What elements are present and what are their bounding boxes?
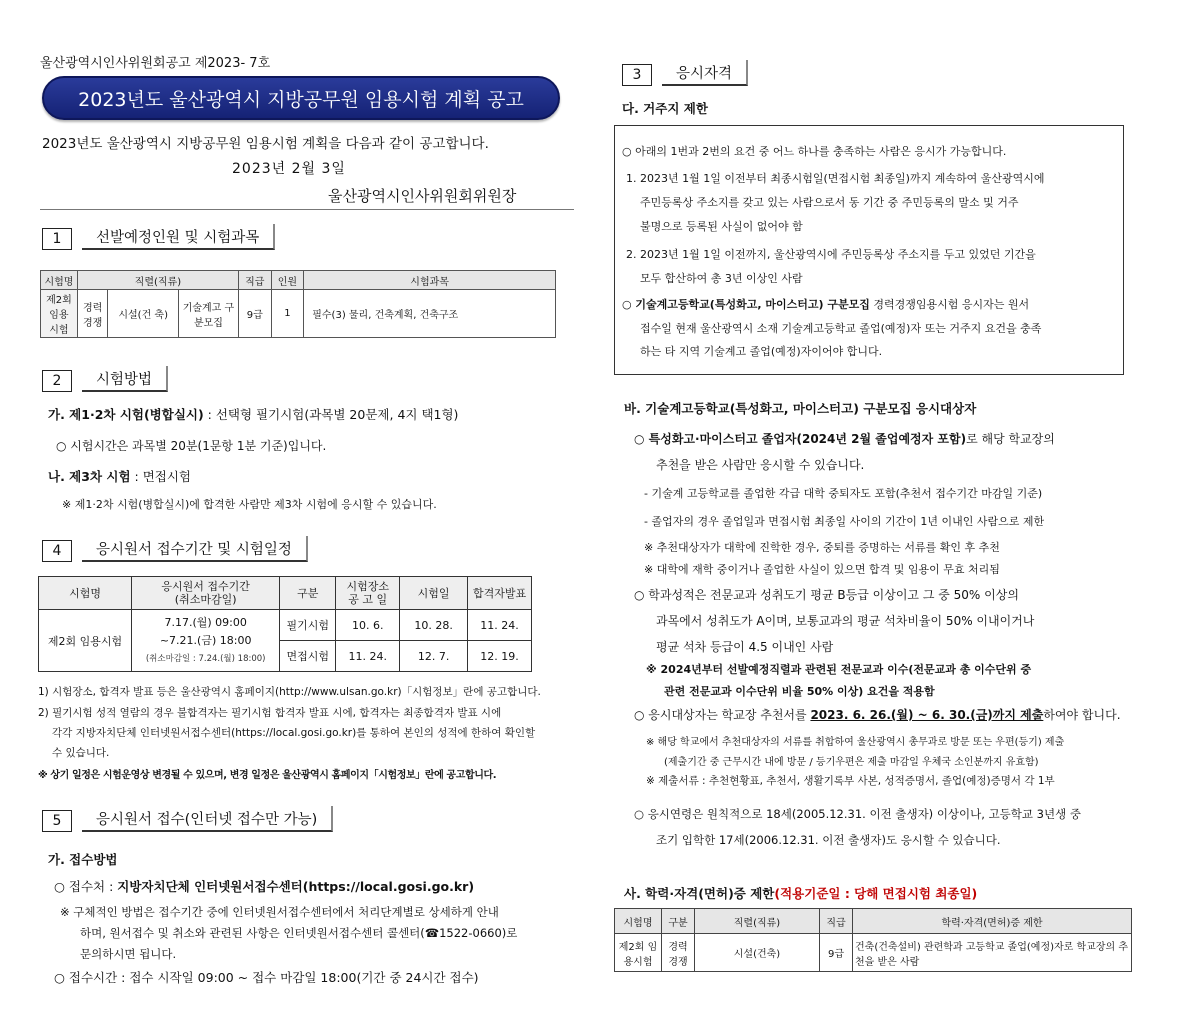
tech-line xyxy=(634,706,1121,723)
exam-method-na xyxy=(48,467,191,485)
residence-line: 불명으로 등록된 사실이 없어야 함 xyxy=(640,220,803,233)
table-header: 시험일 xyxy=(400,577,468,610)
table-header: 직렬(직류) xyxy=(695,909,820,934)
tech-line xyxy=(634,430,1055,447)
exam-time-note: ○ 시험시간은 과목별 20분(1문항 1분 기준)입니다. xyxy=(56,439,327,453)
qualification-table xyxy=(614,908,1132,972)
apply-method-label: 가. 접수방법 xyxy=(48,852,118,867)
section-title: 응시원서 접수(인터넷 접수만 가능) xyxy=(82,806,333,832)
exam-name-cell: 제2회 임용시험 xyxy=(39,610,132,672)
table-header: 시험과목 xyxy=(304,271,556,290)
kind-cell: 면접시험 xyxy=(280,641,336,672)
section-number: 2 xyxy=(42,370,72,392)
type-cell: 경력 경쟁 xyxy=(662,934,695,972)
intro-text: 2023년도 울산광역시 지방공무원 임용시험 계획을 다음과 같이 공고합니다. xyxy=(42,136,489,152)
table-header-row xyxy=(39,577,532,610)
residence-line: 1. 2023년 1월 1일 이전부터 최종시험일(면접시험 최종일)까지 계속하여 울산광역시에 xyxy=(626,172,1045,185)
table-row xyxy=(39,610,532,641)
qualification-heading xyxy=(624,884,977,902)
limit-cell: 건축(건축설비) 관련학과 고등학교 졸업(예정)자로 학교장의 추천을 받은 사람 xyxy=(853,934,1132,972)
residence-line: ○ 아래의 1번과 2번의 요건 중 어느 하나를 충족하는 사람은 응시가 가능합니다. xyxy=(622,145,1007,158)
table-header: 구분 xyxy=(662,909,695,934)
section-number: 3 xyxy=(622,64,652,86)
schedule-note-2a: 2) 필기시험 성적 열람의 경우 불합격자는 필기시험 합격자 발표 시에, 합격자는 최종합격자 발표 시에 xyxy=(38,707,502,719)
section-3-heading xyxy=(622,60,748,86)
table-header-row xyxy=(615,909,1132,934)
sub-cell: 기술계고 구분모집 xyxy=(178,290,238,338)
residence-line: 모두 합산하여 총 3년 이상인 사람 xyxy=(640,272,803,285)
label: ○ 접수처 : xyxy=(54,879,118,894)
apply-time: ○ 접수시간 : 접수 시작일 09:00 ~ 접수 마감일 18:00(기간 중 24시간 접수) xyxy=(54,970,479,985)
table-header: 시험명 xyxy=(41,271,78,290)
page-title: 2023년도 울산광역시 지방공무원 임용시험 계획 공고 xyxy=(42,76,560,120)
table-header: 직급 xyxy=(820,909,853,934)
section-number: 4 xyxy=(42,540,72,562)
section-number: 5 xyxy=(42,810,72,832)
tech-line: ※ 해당 학교에서 추천대상자의 서류를 취합하여 울산광역시 총무과로 방문 또는 우편(등기) 제출 xyxy=(646,737,1065,748)
table-header: 합격자발표 xyxy=(468,577,532,610)
kind-cell: 필기시험 xyxy=(280,610,336,641)
part-a: 사. 학력·자격(면허)증 제한 xyxy=(624,886,775,901)
tech-line: ※ 대학에 재학 중이거나 졸업한 사실이 있으면 합격 및 임용이 무효 처리됨 xyxy=(644,563,1000,576)
period-cell xyxy=(132,610,280,672)
tech-line: - 기술계 고등학교를 졸업한 각급 대학 중퇴자도 포함(추천서 접수기간 마감일 기준) xyxy=(644,487,1043,500)
notice-date: 2023년 2월 3일 xyxy=(232,161,346,177)
tech-line: 조기 입학한 17세(2006.12.31. 이전 출생자)도 응시할 수 있습니다. xyxy=(656,833,1001,847)
table-header: 시험명 xyxy=(39,577,132,610)
residence-heading: 다. 거주지 제한 xyxy=(622,101,708,116)
grade-cell: 9급 xyxy=(238,290,271,338)
section-number: 1 xyxy=(42,228,72,250)
text: : 선택형 필기시험(과목별 20문제, 4지 택1형) xyxy=(203,407,459,422)
result-cell: 11. 24. xyxy=(468,610,532,641)
section-2-heading xyxy=(42,366,168,392)
exam-name-cell: 제2회 임용시험 xyxy=(615,934,662,972)
tech-line: - 졸업자의 경우 졸업일과 면접시험 최종일 사이의 기간이 1년 이내인 사람으로 제한 xyxy=(644,515,1045,528)
apply-note-2: 하며, 원서접수 및 취소와 관련된 사항은 인터넷원서접수센터 콜센터(☎1522-0660)로 xyxy=(80,926,518,940)
exam-date-cell: 10. 28. xyxy=(400,610,468,641)
schedule-note-2b: 각각 지방자치단체 인터넷원서접수센터(https://local.gosi.go.kr)를 통하여 본인의 성적에 한하여 확인할 xyxy=(52,727,536,739)
residence-line xyxy=(622,296,1029,312)
series-cell: 시설(건축) xyxy=(695,934,820,972)
tech-line: ※ 제출서류 : 추천현황표, 추천서, 생활기록부 사본, 성적증명서, 졸업(예정)증명서 각 1부 xyxy=(646,775,1055,787)
series-cell: 시설(건 축) xyxy=(108,290,179,338)
apply-note-3: 문의하시면 됩니다. xyxy=(80,947,177,961)
deadline: 2023. 6. 26.(월) ~ 6. 30.(금)까지 제출 xyxy=(810,708,1044,722)
section-4-heading xyxy=(42,536,308,562)
tech-line: ※ 추천대상자가 대학에 진학한 경우, 중퇴를 증명하는 서류를 확인 후 추천 xyxy=(644,541,1000,554)
cancel-deadline: (취소마감일 : 7.24.(월) 18:00) xyxy=(145,653,266,664)
tech-line: ○ 학과성적은 전문교과 성취도기 평균 B등급 이상이고 그 중 50% 이상의 xyxy=(634,588,1019,602)
rest: 로 해당 학교장의 xyxy=(966,432,1055,446)
label: 나. 제3차 시험 xyxy=(48,469,131,484)
tech-line: ○ 응시연령은 원칙적으로 18세(2005.12.31. 이전 출생자) 이상이나, 고등학교 3년생 중 xyxy=(634,807,1081,821)
exam-name-cell: 제2회 임용 시험 xyxy=(41,290,78,338)
table-row xyxy=(41,290,556,338)
residence-line: 접수일 현재 울산광역시 소재 기술계고등학교 졸업(예정)자 또는 거주지 요건을 충족 xyxy=(640,322,1042,335)
result-cell: 12. 19. xyxy=(468,641,532,672)
section-title: 응시자격 xyxy=(662,60,748,86)
section-5-heading xyxy=(42,806,333,832)
text: : 면접시험 xyxy=(130,469,191,484)
tech-line: (제출기간 중 근무시간 내에 방문 / 등기우편은 제출 마감일 우체국 소인분까지 유효함) xyxy=(664,757,1039,768)
section-title: 선발예정인원 및 시험과목 xyxy=(82,224,275,250)
table-header-row xyxy=(41,271,556,290)
part-b: (적용기준일 : 당해 면접시험 최종일) xyxy=(774,886,978,901)
part-c: 하여야 합니다. xyxy=(1043,708,1121,722)
table-header: 직급 xyxy=(238,271,271,290)
residence-line: 하는 타 지역 기술계고 졸업(예정)자이어야 합니다. xyxy=(640,345,883,358)
bold-part: ○ 기술계고등학교(특성화고, 마이스터고) 구분모집 xyxy=(622,298,870,311)
tech-line: 평균 석차 등급이 4.5 이내인 사람 xyxy=(656,640,834,654)
table-header: 시험명 xyxy=(615,909,662,934)
notice-cell: 11. 24. xyxy=(336,641,400,672)
divider xyxy=(40,209,574,210)
header-line: 응시원서 접수기간 xyxy=(161,580,250,593)
table-header: 직렬(직류) xyxy=(77,271,238,290)
part-a: ○ 응시대상자는 학교장 추천서를 xyxy=(634,708,811,722)
signer: 울산광역시인사위원회위원장 xyxy=(328,187,517,205)
tech-line: 관련 전문교과 이수단위 비율 50% 이상) 요건을 적용함 xyxy=(664,685,935,698)
count-cell: 1 xyxy=(271,290,304,338)
apply-note-1: ※ 구체적인 방법은 접수기간 중에 인터넷원서접수센터에서 처리단계별로 상세하게 안내 xyxy=(60,905,499,919)
table-header: 구분 xyxy=(280,577,336,610)
table-header xyxy=(132,577,280,610)
header-line: 시험장소 xyxy=(346,580,389,593)
interview-note: ※ 제1·2차 시험(병합실시)에 합격한 사람만 제3차 시험에 응시할 수 있습니다. xyxy=(62,498,437,511)
table-row xyxy=(615,934,1132,972)
table-header: 학력·자격(면허)증 제한 xyxy=(853,909,1132,934)
bold-part: ○ 특성화고·마이스터고 졸업자(2024년 2월 졸업예정자 포함) xyxy=(634,432,967,446)
table-header: 인원 xyxy=(271,271,304,290)
type-cell: 경력 경쟁 xyxy=(77,290,108,338)
positions-table xyxy=(40,270,556,338)
exam-date-cell: 12. 7. xyxy=(400,641,468,672)
section-1-heading xyxy=(42,224,275,250)
tech-line: 과목에서 성취도가 A이며, 보통교과의 평균 석차비율이 50% 이내이거나 xyxy=(656,614,1035,628)
header-line: 공 고 일 xyxy=(348,593,388,606)
rest: 경력경쟁임용시험 응시자는 원서 xyxy=(869,298,1030,311)
period-end: ~7.21.(금) 18:00 xyxy=(159,633,252,647)
section-title: 응시원서 접수기간 및 시험일정 xyxy=(82,536,308,562)
tech-school-heading: 바. 기술계고등학교(특성화고, 마이스터고) 구분모집 응시대상자 xyxy=(624,401,977,416)
grade-cell: 9급 xyxy=(820,934,853,972)
section-title: 시험방법 xyxy=(82,366,168,392)
notice-number: 울산광역시인사위원회공고 제2023- 7호 xyxy=(40,56,271,71)
schedule-table xyxy=(38,576,532,672)
schedule-note-2c: 수 있습니다. xyxy=(52,747,110,759)
residence-line: 주민등록상 주소지를 갖고 있는 사람으로서 동 기간 중 주민등록의 말소 및 거주 xyxy=(640,196,1019,209)
period-start: 7.17.(월) 09:00 xyxy=(164,615,247,629)
header-line: (취소마감일) xyxy=(174,593,237,606)
text: 지방자치단체 인터넷원서접수센터(https://local.gosi.go.kr) xyxy=(117,879,475,894)
apply-where xyxy=(54,877,474,895)
residence-line: 2. 2023년 1월 1일 이전까지, 울산광역시에 주민등록상 주소지를 두고 있었던 기간을 xyxy=(626,248,1036,261)
notice-cell: 10. 6. xyxy=(336,610,400,641)
tech-line: 추천을 받은 사람만 응시할 수 있습니다. xyxy=(656,458,865,472)
exam-method-ga xyxy=(48,405,458,423)
schedule-note-3: ※ 상기 일정은 시험운영상 변경될 수 있으며, 변경 일정은 울산광역시 홈페이지「시험정보」란에 공고합니다. xyxy=(38,770,497,781)
subjects-cell: 필수(3) 물리, 건축계획, 건축구조 xyxy=(304,290,556,338)
label: 가. 제1·2차 시험(병합실시) xyxy=(48,407,204,422)
table-header xyxy=(336,577,400,610)
schedule-note-1: 1) 시험장소, 합격자 발표 등은 울산광역시 홈페이지(http://www.ulsan.go.kr)「시험정보」란에 공고합니다. xyxy=(38,686,541,698)
tech-line: ※ 2024년부터 선발예정직렬과 관련된 전문교과 이수(전문교과 총 이수단위 중 xyxy=(646,663,1032,676)
